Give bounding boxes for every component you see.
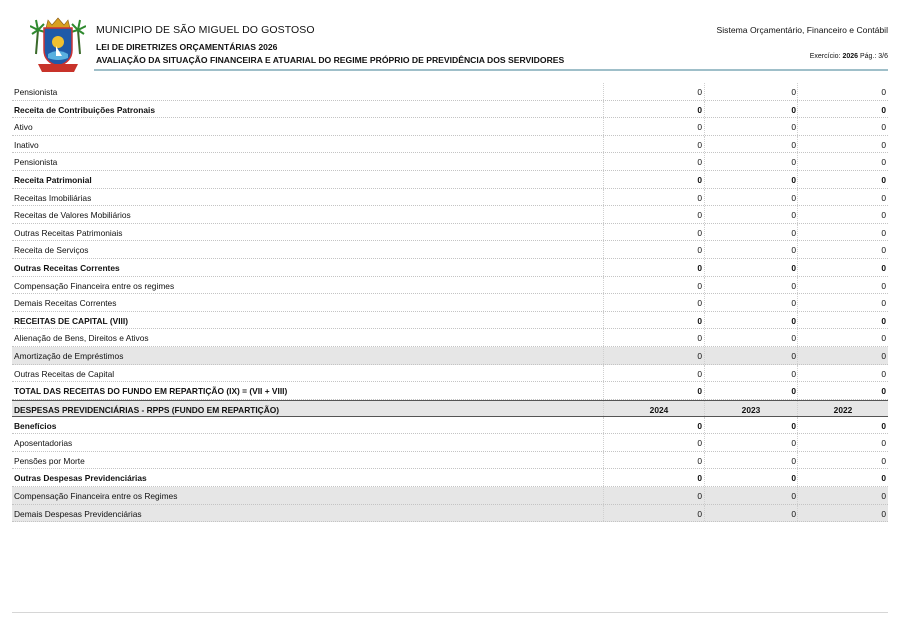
page-header [0, 0, 900, 80]
column-separator [797, 241, 798, 258]
column-separator [603, 382, 604, 399]
value-2023: 0 [791, 227, 796, 238]
value-2023: 0 [791, 87, 796, 97]
value-2024: 0 [697, 333, 702, 344]
value-2024: 0 [697, 280, 702, 291]
table-row [12, 382, 888, 400]
row-label: Receita de Serviços [14, 245, 89, 256]
value-2022: 0 [881, 280, 886, 291]
table-row [12, 329, 888, 347]
value-2024: 0 [697, 420, 702, 431]
column-separator [797, 434, 798, 451]
column-separator [603, 434, 604, 451]
column-separator [704, 277, 705, 294]
value-2023: 0 [791, 210, 796, 221]
value-2024: 0 [697, 245, 702, 256]
value-2022: 0 [881, 192, 886, 203]
row-label: Outras Receitas de Capital [14, 368, 115, 379]
value-2023: 0 [791, 104, 796, 115]
column-separator [704, 83, 705, 100]
value-2022: 0 [881, 386, 886, 397]
value-2024: 0 [697, 87, 702, 97]
row-label: Outras Despesas Previdenciárias [14, 473, 147, 484]
row-label: Benefícios [14, 420, 57, 431]
column-separator [603, 329, 604, 346]
column-separator [797, 487, 798, 504]
column-separator [797, 118, 798, 135]
value-2022: 0 [881, 262, 886, 273]
year-header-2024: 2024 [649, 404, 669, 415]
row-label: Ativo [14, 122, 33, 133]
row-label: Demais Receitas Correntes [14, 298, 117, 309]
column-separator [603, 294, 604, 311]
value-2023: 0 [791, 174, 796, 185]
table-row [12, 347, 888, 365]
row-label: Alienação de Bens, Direitos e Ativos [14, 333, 149, 344]
header-divider [94, 69, 888, 71]
value-2023: 0 [791, 473, 796, 484]
column-separator [797, 206, 798, 223]
column-separator [603, 312, 604, 329]
rpps-table [12, 83, 888, 522]
expense-header-row [12, 400, 888, 417]
value-2024: 0 [697, 122, 702, 133]
column-separator [603, 136, 604, 153]
value-2024: 0 [697, 174, 702, 185]
exercise-year: 2026 [842, 53, 859, 60]
column-separator [704, 224, 705, 241]
value-2024: 0 [697, 262, 702, 273]
column-separator [603, 101, 604, 118]
table-row [12, 171, 888, 189]
column-separator [797, 294, 798, 311]
table-row [12, 365, 888, 383]
column-separator [704, 171, 705, 188]
value-2022: 0 [881, 174, 886, 185]
column-separator [704, 294, 705, 311]
column-separator [797, 505, 798, 522]
column-separator [704, 329, 705, 346]
system-name: Sistema Orçamentário, Financeiro e Contábil [716, 25, 888, 35]
column-separator [603, 259, 604, 276]
expense-section [12, 417, 888, 523]
value-2022: 0 [881, 508, 886, 519]
footer-divider [12, 612, 888, 613]
value-2023: 0 [791, 139, 796, 150]
exercise-and-page [810, 53, 888, 60]
value-2022: 0 [881, 139, 886, 150]
column-separator [704, 153, 705, 170]
value-2023: 0 [791, 262, 796, 273]
column-separator [704, 452, 705, 469]
column-separator [797, 312, 798, 329]
value-2022: 0 [881, 210, 886, 221]
table-row [12, 241, 888, 259]
column-separator [797, 224, 798, 241]
table-row [12, 277, 888, 295]
column-separator [704, 469, 705, 486]
value-2023: 0 [791, 368, 796, 379]
row-label: Pensões por Morte [14, 455, 85, 466]
table-row [12, 206, 888, 224]
value-2024: 0 [697, 455, 702, 466]
value-2022: 0 [881, 473, 886, 484]
table-row [12, 189, 888, 207]
column-separator [603, 452, 604, 469]
value-2023: 0 [791, 420, 796, 431]
row-label: Receitas Imobiliárias [14, 192, 92, 203]
column-separator [704, 487, 705, 504]
value-2024: 0 [697, 210, 702, 221]
value-2023: 0 [791, 491, 796, 502]
value-2023: 0 [791, 122, 796, 133]
table-row [12, 101, 888, 119]
column-separator [704, 136, 705, 153]
year-header-2022: 2022 [833, 404, 853, 415]
value-2023: 0 [791, 280, 796, 291]
row-label: Compensação Financeira entre os regimes [14, 280, 175, 291]
expense-header-label: DESPESAS PREVIDENCIÁRIAS - RPPS (FUNDO EM REPARTIÇÃO) [14, 404, 280, 415]
column-separator [704, 118, 705, 135]
table-row [12, 83, 888, 101]
row-label: RECEITAS DE CAPITAL (VIII) [14, 315, 128, 326]
column-separator [603, 171, 604, 188]
column-separator [797, 347, 798, 364]
value-2024: 0 [697, 473, 702, 484]
municipality-name: MUNICIPIO DE SÃO MIGUEL DO GOSTOSO [96, 24, 315, 36]
revenue-section [12, 83, 888, 400]
value-2023: 0 [791, 192, 796, 203]
column-separator [603, 83, 604, 100]
row-label: Demais Despesas Previdenciárias [14, 508, 142, 519]
column-separator [797, 329, 798, 346]
value-2022: 0 [881, 350, 886, 361]
value-2022: 0 [881, 298, 886, 309]
column-separator [797, 259, 798, 276]
row-label: Outras Receitas Correntes [14, 262, 120, 273]
value-2024: 0 [697, 350, 702, 361]
column-separator [603, 347, 604, 364]
column-separator [704, 417, 705, 434]
column-separator [704, 434, 705, 451]
table-row [12, 294, 888, 312]
column-separator [603, 241, 604, 258]
value-2022: 0 [881, 122, 886, 133]
row-label: Aposentadorias [14, 438, 73, 449]
column-separator [797, 101, 798, 118]
table-row [12, 417, 888, 435]
value-2022: 0 [881, 368, 886, 379]
value-2023: 0 [791, 455, 796, 466]
column-separator [603, 153, 604, 170]
column-separator [704, 189, 705, 206]
column-separator [603, 224, 604, 241]
column-separator [603, 118, 604, 135]
row-label: Outras Receitas Patrimoniais [14, 227, 123, 238]
table-row [12, 153, 888, 171]
value-2022: 0 [881, 227, 886, 238]
table-row [12, 452, 888, 470]
value-2022: 0 [881, 438, 886, 449]
value-2022: 0 [881, 245, 886, 256]
table-row [12, 259, 888, 277]
row-label: Compensação Financeira entre os Regimes [14, 491, 178, 502]
row-label: Amortização de Empréstimos [14, 350, 124, 361]
column-separator [603, 417, 604, 434]
value-2023: 0 [791, 438, 796, 449]
value-2023: 0 [791, 333, 796, 344]
value-2022: 0 [881, 420, 886, 431]
column-separator [797, 171, 798, 188]
value-2022: 0 [881, 315, 886, 326]
row-label: Receitas de Valores Mobiliários [14, 210, 131, 221]
column-separator [797, 83, 798, 100]
page-number: Pág.: 3/6 [859, 53, 888, 60]
value-2023: 0 [791, 386, 796, 397]
row-label: TOTAL DAS RECEITAS DO FUNDO EM REPARTIÇÃO (IX) = (VII + VIII) [14, 386, 288, 397]
value-2022: 0 [881, 104, 886, 115]
column-separator [797, 189, 798, 206]
column-separator [704, 312, 705, 329]
value-2024: 0 [697, 298, 702, 309]
table-row [12, 224, 888, 242]
value-2022: 0 [881, 87, 886, 97]
value-2023: 0 [791, 245, 796, 256]
value-2023: 0 [791, 350, 796, 361]
table-row [12, 118, 888, 136]
value-2024: 0 [697, 139, 702, 150]
value-2024: 0 [697, 491, 702, 502]
value-2022: 0 [881, 157, 886, 168]
value-2023: 0 [791, 508, 796, 519]
value-2022: 0 [881, 333, 886, 344]
value-2022: 0 [881, 491, 886, 502]
table-row [12, 469, 888, 487]
report-title: AVALIAÇÃO DA SITUAÇÃO FINANCEIRA E ATUARIAL DO REGIME PRÓPRIO DE PREVIDÊNCIA DOS SERVIDORES [96, 55, 565, 65]
column-separator [797, 452, 798, 469]
value-2024: 0 [697, 438, 702, 449]
row-label: Receita de Contribuições Patronais [14, 104, 156, 115]
value-2024: 0 [697, 315, 702, 326]
column-separator [603, 401, 604, 416]
document-law-title: LEI DE DIRETRIZES ORÇAMENTÁRIAS 2026 [96, 42, 278, 52]
value-2024: 0 [697, 368, 702, 379]
column-separator [603, 206, 604, 223]
column-separator [603, 487, 604, 504]
exercise-label: Exercício: [809, 53, 841, 60]
column-separator [603, 189, 604, 206]
column-separator [704, 259, 705, 276]
column-separator [797, 277, 798, 294]
column-separator [603, 365, 604, 382]
table-row [12, 312, 888, 330]
value-2024: 0 [697, 104, 702, 115]
table-row [12, 505, 888, 523]
value-2024: 0 [697, 157, 702, 168]
column-separator [704, 206, 705, 223]
value-2024: 0 [697, 227, 702, 238]
table-row [12, 434, 888, 452]
value-2024: 0 [697, 508, 702, 519]
column-separator [704, 401, 705, 416]
column-separator [797, 153, 798, 170]
value-2024: 0 [697, 192, 702, 203]
column-separator [603, 469, 604, 486]
column-separator [704, 347, 705, 364]
table-row [12, 487, 888, 505]
value-2024: 0 [697, 386, 702, 397]
value-2022: 0 [881, 455, 886, 466]
year-header-2023: 2023 [741, 404, 761, 415]
column-separator [704, 382, 705, 399]
value-2023: 0 [791, 298, 796, 309]
column-separator [603, 505, 604, 522]
column-separator [797, 417, 798, 434]
value-2023: 0 [791, 157, 796, 168]
column-separator [704, 101, 705, 118]
column-separator [704, 505, 705, 522]
column-separator [603, 277, 604, 294]
row-label: Inativo [14, 139, 39, 150]
column-separator [797, 469, 798, 486]
table-row [12, 136, 888, 154]
row-label: Pensionista [14, 87, 58, 97]
row-label: Pensionista [14, 157, 58, 168]
municipal-coat-of-arms-icon [30, 16, 86, 74]
value-2023: 0 [791, 315, 796, 326]
column-separator [704, 241, 705, 258]
column-separator [797, 365, 798, 382]
column-separator [704, 365, 705, 382]
row-label: Receita Patrimonial [14, 174, 92, 185]
column-separator [797, 382, 798, 399]
column-separator [797, 136, 798, 153]
